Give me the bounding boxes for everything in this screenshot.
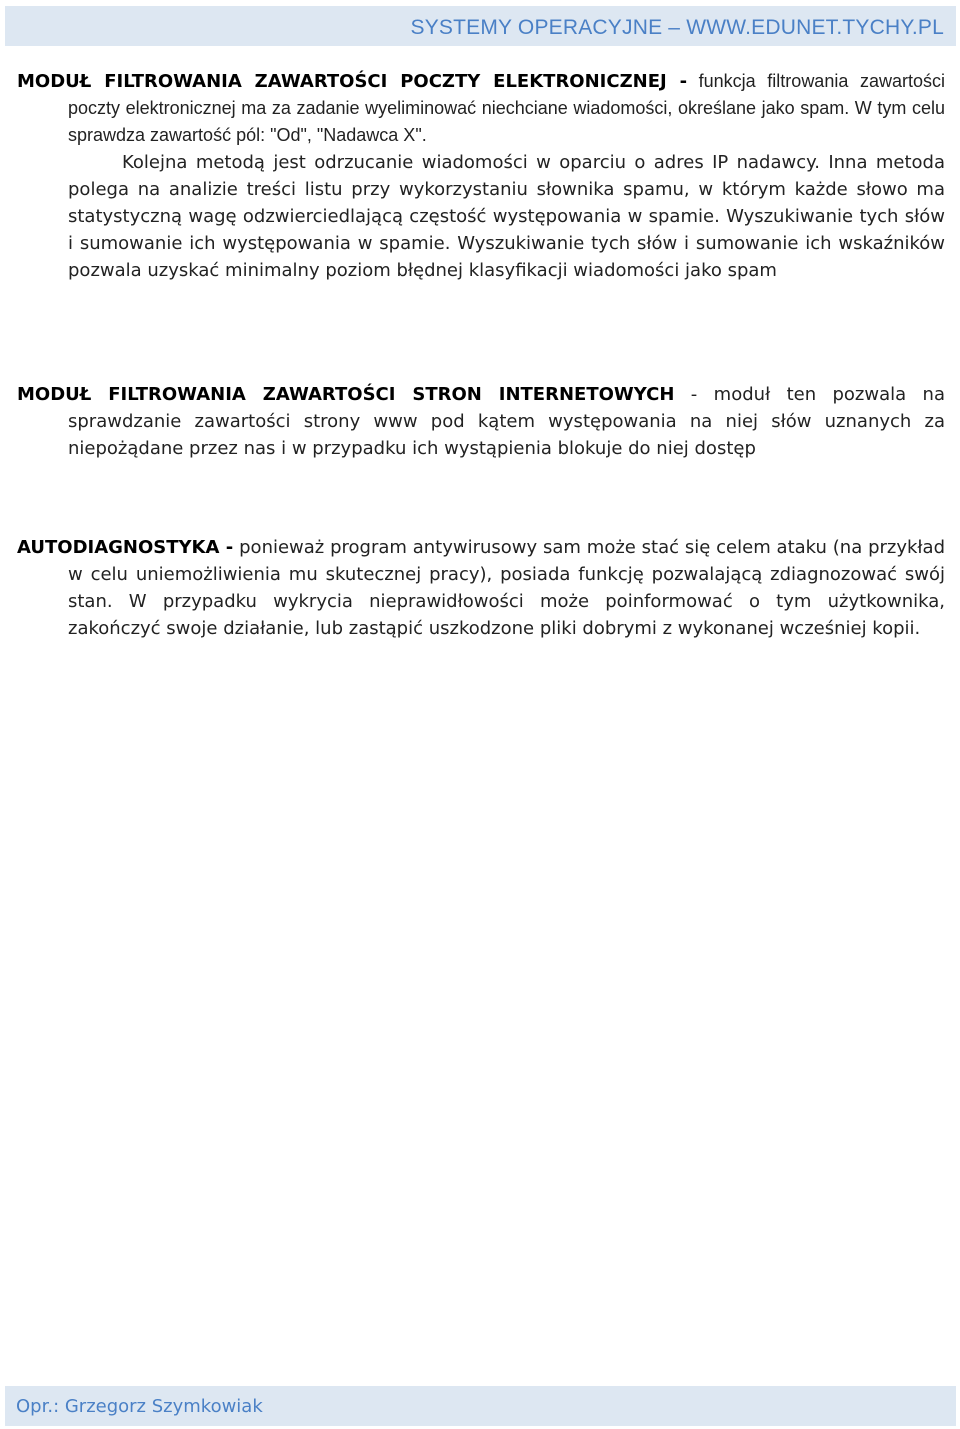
- section-web-filter-text: - moduł ten pozwala na sprawdzanie zawartości strony www pod kątem występowania na niej słów uznanych za niepożądane przez nas i w przypadku ich wystąpienia blokuje do niej dostęp: [68, 384, 945, 459]
- section-email-filter-term: MODUŁ FILTROWANIA ZAWARTOŚCI POCZTY ELEKTRONICZNEJ -: [17, 71, 688, 92]
- section-web-filter: [17, 381, 945, 462]
- section-email-filter-text-2: Kolejna metodą jest odrzucanie wiadomości w oparciu o adres IP nadawcy. Inna metoda polega na analizie treści listu przy wykorzystaniu słownika spamu, w którym każde słowo ma statystyczną wagę odzwierciedlającą częstość występowania w spamie. Wyszukiwanie tych słów i sumowanie ich występowania w spamie. Wyszukiwanie tych słów i sumowanie ich wskaźników pozwala uzyskać minimalny poziom błędnej klasyfikacji wiadomości jako spam: [68, 152, 945, 281]
- section-web-filter-term: MODUŁ FILTROWANIA ZAWARTOŚCI STRON INTERNETOWYCH: [17, 384, 675, 405]
- section-email-filter-paragraph-2: [17, 149, 945, 284]
- page-footer: [5, 1386, 956, 1426]
- section-autodiagnostics-term: AUTODIAGNOSTYKA -: [17, 537, 234, 558]
- footer-author: Opr.: Grzegorz Szymkowiak: [16, 1396, 263, 1417]
- section-autodiagnostics-paragraph: [17, 534, 945, 642]
- section-autodiagnostics: [17, 534, 945, 642]
- section-email-filter-paragraph: [17, 68, 945, 149]
- header-title: SYSTEMY OPERACYJNE – WWW.EDUNET.TYCHY.PL: [410, 16, 944, 39]
- section-email-filter-text: funkcja filtrowania zawartości poczty elektronicznej ma za zadanie wyeliminować niechciane wiadomości, określane jako spam. W tym celu sprawdza zawartość pól: "Od", "Nadawca X".: [68, 71, 945, 145]
- page-header: [5, 6, 956, 46]
- section-web-filter-paragraph: [17, 381, 945, 462]
- section-autodiagnostics-text: ponieważ program antywirusowy sam może stać się celem ataku (na przykład w celu uniemożliwienia mu skutecznej pracy), posiada funkcję pozwalającą zdiagnozować swój stan. W przypadku wykrycia nieprawidłowości może poinformować o tym użytkownika, zakończyć swoje działanie, lub zastąpić uszkodzone pliki dobrymi z wykonanej wcześniej kopii.: [68, 537, 945, 639]
- section-email-filter: [17, 68, 945, 284]
